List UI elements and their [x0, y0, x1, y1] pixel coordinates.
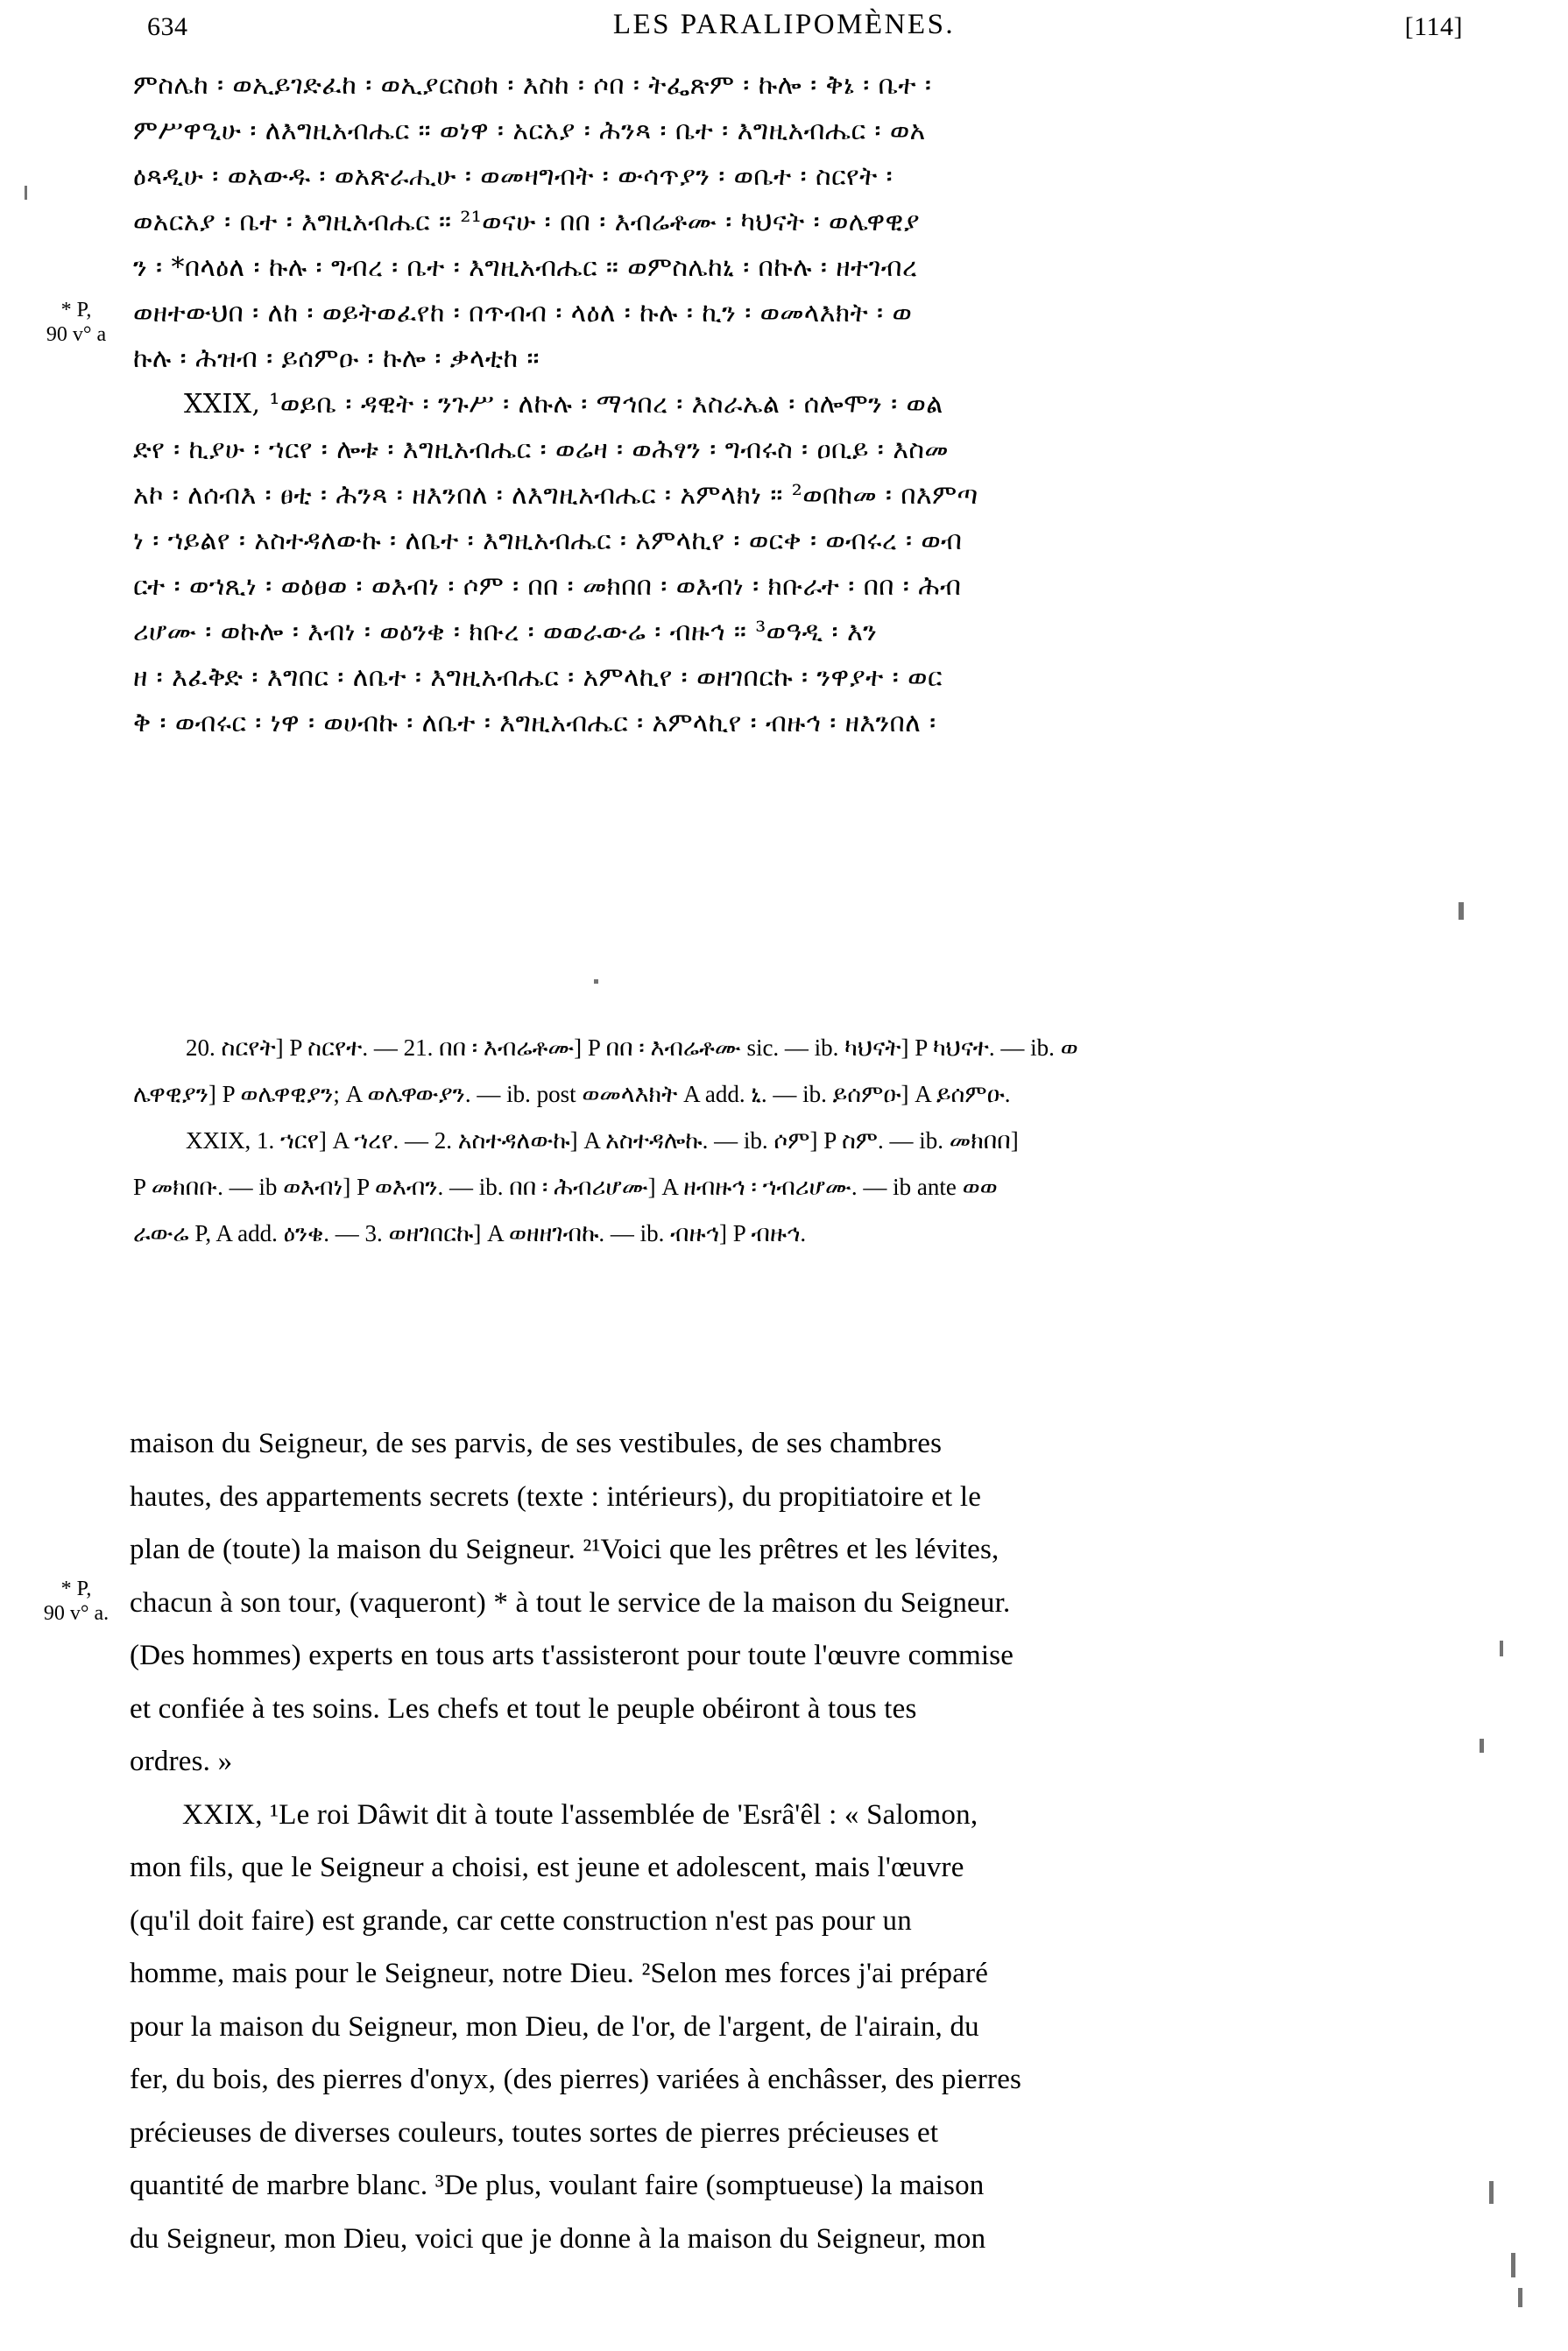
critical-apparatus	[133, 1025, 1452, 1257]
geez-line: ነ ፡ ኀይልየ ፡ አስተዳለውኩ ፡ ለቤተ ፡ እግዚአብሔር ፡ አምላኪየ ፡ ወርቀ ፡ ወብሩረ ፡ ወብ	[133, 526, 963, 556]
translation-line: mon fils, que le Seigneur a choisi, est jeune et adolescent, mais l'œuvre	[130, 1852, 964, 1883]
translation-line: (qu'il doit faire) est grande, car cette construction n'est pas pour un	[130, 1904, 912, 1937]
page-number: 634	[147, 12, 188, 41]
geez-line: ዘ ፡ እፈቅድ ፡ እግበር ፡ ለቤተ ፡ እግዚአብሔር ፡ አምላኪየ ፡ ወዘገበርኩ ፡ ንዋያተ ፡ ወር	[133, 662, 943, 693]
scan-artifact	[594, 979, 598, 984]
geez-line: ሪሆሙ ፡ ወኩሎ ፡ እብነ ፡ ወዕንቄ ፡ ክቡረ ፡ ወወራውሬ ፡ ብዙኅ ። ³ወዓዲ ፡ እን	[133, 617, 878, 647]
geez-line: ን ፡ *በላዕለ ፡ ኩሉ ፡ ግብረ ፡ ቤተ ፡ እግዚአብሔር ። ወምስሌከኒ ፡ በኩሉ ፡ ዘተገብረ	[133, 252, 918, 283]
translation-line: (Des hommes) experts en tous arts t'assisteront pour toute l'œuvre commise	[130, 1640, 1014, 1671]
geez-line: ርተ ፡ ወኀጺነ ፡ ወዕፀወ ፡ ወእብነ ፡ ሶም ፡ በበ ፡ መክበበ ፡ ወእብነ ፡ ክቡራተ ፡ በበ ፡ ሕብ	[133, 571, 962, 602]
margin-note-geez-line2: 90 v° a	[46, 323, 107, 346]
translation-line: pour la maison du Seigneur, mon Dieu, de l'or, de l'argent, de l'airain, du	[130, 2010, 979, 2043]
geez-line: ዕጻዲሁ ፡ ወአውዱ ፡ ወአጽራሒሁ ፡ ወመዛግብት ፡ ውሳጥያን ፡ ወቤተ ፡ ስርየት ፡	[133, 161, 893, 192]
translation-line: plan de (toute) la maison du Seigneur. ²¹Voici que les prêtres et les lévites,	[130, 1534, 999, 1565]
translation-line: précieuses de diverses couleurs, toutes sortes de pierres précieuses et	[130, 2116, 939, 2149]
geez-line: ምስሌከ ፡ ወኢይገድፈከ ፡ ወኢያርስዐከ ፡ እስከ ፡ ሶበ ፡ ትፌጽም ፡ ኩሎ ፡ ቅኔ ፡ ቤተ ፡	[133, 70, 932, 101]
apparatus-line: ራውሬ P, A add. ዕንቄ. — 3. ወዘገበርኩ] A ወዘዘገብኩ. — ib. ብዙኅ] P ብዙኅ.	[133, 1220, 807, 1246]
french-translation-block	[130, 1417, 1452, 2265]
margin-note-french-line2: 90 v° a.	[43, 1602, 109, 1625]
geez-text-block	[133, 63, 1447, 746]
scan-artifact	[1489, 2181, 1494, 2204]
scan-artifact	[1500, 1641, 1503, 1656]
translation-line-chapter-xxix: XXIX, ¹Le roi Dâwit dit à toute l'assemblée de 'Esrâ'êl : « Salomon,	[182, 1798, 978, 1831]
apparatus-line: P መክበቡ. — ib ወእብነ] P ወእብን. — ib. በበ ፡ ሕብሪሆሙ] A ዘብዙኅ ፡ ኀብሪሆሙ. — ib ante ወወ	[133, 1174, 998, 1200]
margin-note-geez-line1: * P,	[60, 299, 92, 321]
scan-artifact	[1511, 2253, 1515, 2277]
geez-line: ወአርአያ ፡ ቤተ ፡ እግዚአብሔር ። ²¹ወናሁ ፡ በበ ፡ እብሬቶሙ ፡ ካህናት ፡ ወሌዋዊያ	[133, 207, 921, 237]
translation-line: hautes, des appartements secrets (texte : intérieurs), du propitiatoire et le	[130, 1480, 982, 1513]
geez-line-chapter-xxix: XXIX, ¹ወይቤ ፡ ዳዊት ፡ ንጉሥ ፡ ለኩሉ ፡ ማኅበረ ፡ እስራኤል ፡ ሰሎሞን ፡ ወል	[184, 389, 943, 420]
running-head-title: LES PARALIPOMÈNES.	[612, 9, 956, 40]
apparatus-line: 20. ስርየት] P ስርየተ. — 21. በበ ፡ እብሬቶሙ] P በበ ፡ እብሬቶሙ sic. — ib. ካህናት] P ካህናተ. — ib. ወ	[186, 1034, 1078, 1061]
scan-artifact	[1518, 2288, 1522, 2307]
translation-line: du Seigneur, mon Dieu, voici que je donne à la maison du Seigneur, mon	[130, 2222, 986, 2255]
margin-note-french	[19, 1577, 133, 1626]
geez-line: ቅ ፡ ወብሩር ፡ ነዋ ፡ ወሀብኩ ፡ ለቤተ ፡ እግዚአብሔር ፡ አምላኪየ ፡ ብዙኅ ፡ ዘእንበለ ፡	[133, 708, 936, 738]
running-head	[0, 9, 1568, 53]
geez-line: አኮ ፡ ለሰብእ ፡ ፀቲ ፡ ሕንጻ ፡ ዘእንበለ ፡ ለእግዚአብሔር ፡ አምላክነ ። ²ወበከመ ፡ በእምጣ	[133, 480, 978, 511]
scan-artifact	[25, 186, 27, 200]
bracket-number: [114]	[1404, 12, 1463, 41]
translation-line: chacun à son tour, (vaqueront) * à tout le service de la maison du Seigneur.	[130, 1586, 1011, 1619]
apparatus-line: ሌዋዊያን] P ወሌዋዊያን; A ወሌዋውያን. — ib. post ወመላእክት A add. ኒ. — ib. ይሰምዑ] A ይሰምዑ.	[133, 1081, 1011, 1107]
scan-artifact	[1459, 902, 1464, 920]
scan-artifact	[1480, 1739, 1484, 1753]
geez-line: ምሥዋዒሁ ፡ ለእግዚአብሔር ። ወነዋ ፡ አርአያ ፡ ሕንጻ ፡ ቤተ ፡ እግዚአብሔር ፡ ወአ	[133, 116, 926, 146]
geez-line: ወዘተውህበ ፡ ለከ ፡ ወይትወፈየከ ፡ በጥብብ ፡ ላዕለ ፡ ኩሉ ፡ ኪን ፡ ወመላእክት ፡ ወ	[133, 298, 913, 328]
translation-line: homme, mais pour le Seigneur, notre Dieu. ²Selon mes forces j'ai préparé	[130, 1958, 989, 1989]
apparatus-line: XXIX, 1. ኀርየ] A ኀረየ. — 2. አስተዳለውኩ] A አስተዳሎኩ. — ib. ሶም] P ስም. — ib. መክበበ]	[186, 1127, 1019, 1154]
translation-line: quantité de marbre blanc. ³De plus, voulant faire (somptueuse) la maison	[130, 2170, 985, 2201]
margin-note-geez	[19, 298, 133, 347]
geez-line: ድየ ፡ ኪያሁ ፡ ኀርየ ፡ ሎቱ ፡ እግዚአብሔር ፡ ወሬዛ ፡ ወሕፃን ፡ ግብሩስ ፡ ዐቢይ ፡ እስመ	[133, 434, 949, 465]
translation-line: maison du Seigneur, de ses parvis, de ses vestibules, de ses chambres	[130, 1428, 943, 1459]
margin-note-french-line1: * P,	[60, 1578, 92, 1600]
geez-line: ኩሉ ፡ ሕዝብ ፡ ይሰምዑ ፡ ኩሎ ፡ ቃላቲከ ።	[133, 343, 540, 374]
translation-line: et confiée à tes soins. Les chefs et tout le peuple obéiront à tous tes	[130, 1692, 917, 1725]
translation-line: fer, du bois, des pierres d'onyx, (des pierres) variées à enchâsser, des pierres	[130, 2064, 1022, 2095]
translation-line: ordres. »	[130, 1746, 233, 1777]
